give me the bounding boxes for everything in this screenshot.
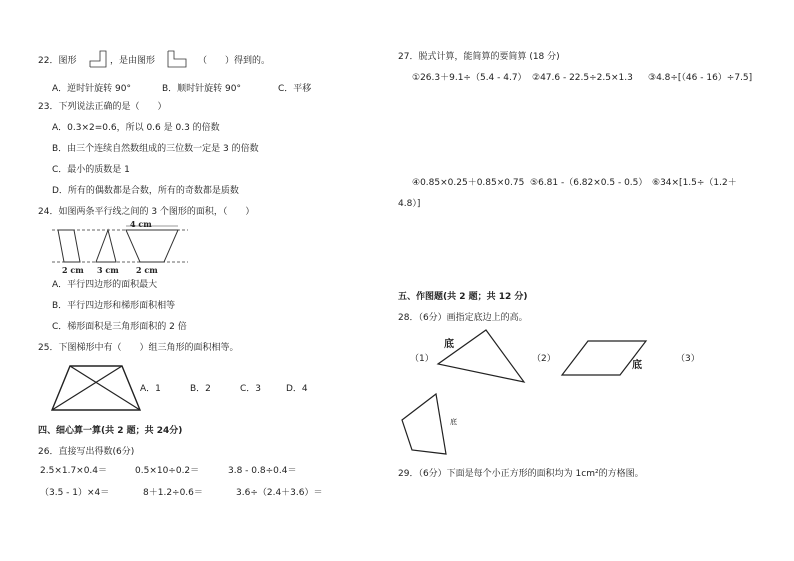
q22-figure-rotated: [88, 49, 108, 69]
q22-prefix: 22．图形: [38, 56, 77, 66]
q22-option-b: B．顺时针旋转 90°: [162, 84, 241, 94]
q23-option-a: A．0.3×2=0.6，所以 0.6 是 0.3 的倍数: [52, 123, 220, 133]
q23-option-b: B．由三个连续自然数组成的三位数一定是 3 的倍数: [52, 144, 259, 154]
q26-calc-2: 0.5×10÷0.2＝: [135, 466, 200, 476]
q23-stem: 23．下列说法正确的是（ ）: [38, 102, 167, 112]
q28-base-label-2: 底: [632, 360, 642, 371]
q28-fig-label-2: （2）: [532, 354, 556, 364]
q27-stem: 27．脱式计算，能简算的要简算 (18 分): [398, 52, 560, 62]
section4-title: 四、细心算一算(共 2 题；共 24分): [38, 426, 183, 436]
q28-base-label-3: 底: [450, 418, 457, 426]
q24-option-b: B．平行四边形和梯形面积相等: [52, 301, 176, 311]
q25-trapezoid-figure: [50, 362, 142, 414]
q26-stem: 26．直接写出得数(6分): [38, 447, 135, 457]
q28-fig-label-1: （1）: [410, 354, 434, 364]
q28-fig-label-3: （3）: [676, 354, 700, 364]
q22-suffix: （ ）得到的。: [198, 56, 271, 66]
q25-stem: 25．下图梯形中有（ ）组三角形的面积相等。: [38, 343, 239, 353]
q28-base-label-1: 底: [444, 339, 454, 350]
q24-bottom-label-1: 2 cm: [62, 265, 84, 275]
q25-option-c: C．3: [240, 384, 262, 394]
q22-middle: ，是由图形: [110, 56, 156, 66]
q23-option-d: D．所有的偶数都是合数，所有的奇数都是质数: [52, 186, 239, 196]
q26-calc-3: 3.8 - 0.8÷0.4＝: [228, 466, 297, 476]
q24-stem: 24．如图两条平行线之间的 3 个图形的面积，（ ）: [38, 207, 255, 217]
q24-option-a: A．平行四边形的面积最大: [52, 280, 158, 290]
q28-triangle-figure: [436, 328, 526, 384]
q28-stem: 28．（6分）画指定底边上的高。: [398, 313, 528, 323]
q27-calc-5: ⑤6.81 -（6.82×0.5 - 0.5）: [530, 178, 648, 188]
q24-option-c: C．梯形面积是三角形面积的 2 倍: [52, 322, 187, 332]
q27-calc-6: ⑥34×[1.5÷（1.2＋: [652, 178, 737, 188]
q22-figure-original: [166, 49, 188, 69]
q26-calc-4: （3.5 - 1）×4＝: [40, 488, 110, 498]
q27-calc-1: ①26.3＋9.1÷（5.4 - 4.7）: [412, 73, 527, 83]
q25-option-a: A．1: [140, 384, 161, 394]
q22-option-c: C．平移: [278, 84, 312, 94]
q28-parallelogram-figure: [560, 339, 648, 377]
q29-stem: 29．（6分）下面是每个小正方形的面积均为 1cm²的方格图。: [398, 469, 644, 479]
q23-option-c: C．最小的质数是 1: [52, 165, 130, 175]
q28-quadrilateral-figure: [400, 392, 448, 458]
q27-calc-3: ③4.8÷[（46 - 16）÷7.5]: [648, 73, 753, 83]
q26-calc-5: 8＋1.2÷0.6＝: [143, 488, 203, 498]
q24-bottom-label-2: 3 cm: [97, 265, 119, 275]
q26-calc-6: 3.6÷（2.4＋3.6）＝: [236, 488, 323, 498]
q27-calc-6-cont: 4.8）]: [398, 199, 421, 209]
q26-calc-1: 2.5×1.7×0.4＝: [40, 466, 108, 476]
q24-bottom-label-3: 2 cm: [136, 265, 158, 275]
q25-option-b: B．2: [190, 384, 211, 394]
q22-option-a: A．逆时针旋转 90°: [52, 84, 131, 94]
q24-top-label: 4 cm: [130, 219, 152, 229]
q25-option-d: D．4: [286, 384, 308, 394]
q27-calc-2: ②47.6 - 22.5÷2.5×1.3: [532, 73, 633, 83]
q27-calc-4: ④0.85×0.25＋0.85×0.75: [412, 178, 525, 188]
section5-title: 五、作图题(共 2 题；共 12 分): [398, 292, 528, 302]
